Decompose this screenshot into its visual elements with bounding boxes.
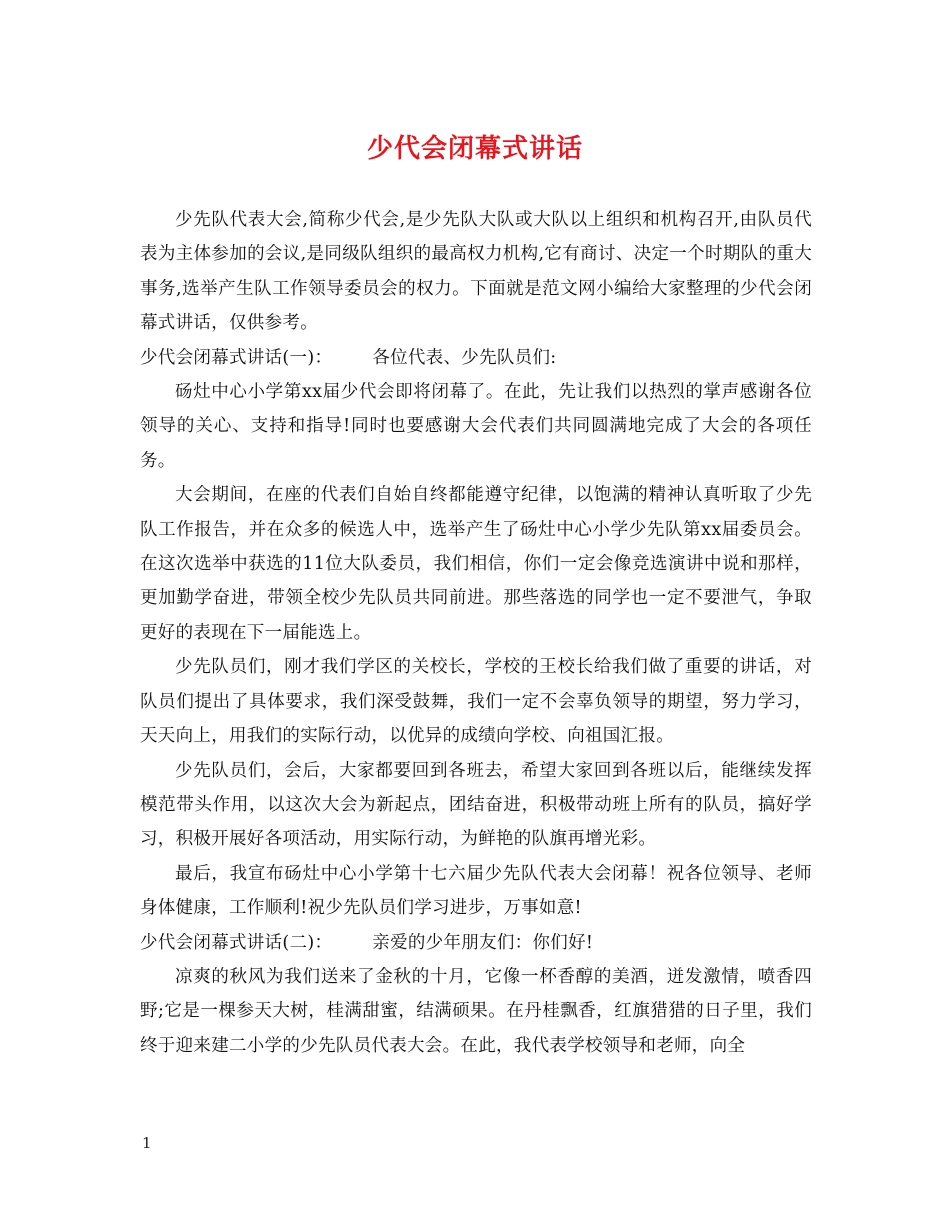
section-2-salutation: 亲爱的少年朋友们：你们好! xyxy=(372,932,594,953)
intro-paragraph: 少先队代表大会,简称少代会,是少先队大队或大队以上组织和机构召开,由队员代表为主体参加的会议,是同级队组织的最高权力机构,它有商讨、决定一个时期队的重大事务,选举产生队工作领导委员会的权力。下面就是范文网小编给大家整理的少代会闭幕式讲话，仅供参考。 xyxy=(140,210,812,334)
section-1-heading-line xyxy=(140,341,812,375)
section-1-paragraph: 少先队员们，会后，大家都要回到各班去，希望大家回到各班以后，能继续发挥模范带头作用，以这次大会为新起点，团结奋进，积极带动班上所有的队员，搞好学习，积极开展好各项活动，用实际行动，为鲜艳的队旗再增光彩。 xyxy=(140,760,812,850)
section-2-heading: 少代会闭幕式讲话(二)： xyxy=(140,932,333,953)
section-2-heading-line xyxy=(140,926,812,960)
document-title: 少代会闭幕式讲话 xyxy=(366,134,583,164)
document-body xyxy=(140,203,812,1063)
section-1-paragraph: 少先队员们，刚才我们学区的关校长，学校的王校长给我们做了重要的讲话，对队员们提出了具体要求，我们深受鼓舞，我们一定不会辜负领导的期望，努力学习，天天向上，用我们的实际行动，以优异的成绩向学校、向祖国汇报。 xyxy=(140,657,812,747)
section-1-salutation: 各位代表、少先队员们: xyxy=(372,347,557,368)
section-1-paragraph: 砀灶中心小学第xx届少代会即将闭幕了。在此，先让我们以热烈的掌声感谢各位领导的关心、支持和指导!同时也要感谢大会代表们共同圆满地完成了大会的各项任务。 xyxy=(140,382,812,471)
section-1-heading: 少代会闭幕式讲话(一)： xyxy=(140,347,333,368)
section-2-paragraph: 凉爽的秋风为我们送来了金秋的十月，它像一杯香醇的美酒，迸发激情，喷香四野;它是一棵参天大树，桂满甜蜜，结满硕果。在丹桂飘香，红旗猎猎的日子里，我们终于迎来建二小学的少先队员代表大会。在此，我代表学校领导和老师，向全 xyxy=(140,966,812,1056)
page-number: 1 xyxy=(142,1134,152,1152)
section-1-paragraph: 大会期间，在座的代表们自始自终都能遵守纪律，以饱满的精神认真听取了少先队工作报告，并在众多的候选人中，选举产生了砀灶中心小学少先队第xx届委员会。在这次选举中获选的11位大队委员，我们相信，你们一定会像竞选演讲中说和那样，更加勤学奋进，带领全校少先队员共同前进。那些落选的同学也一定不要泄气，争取更好的表现在下一届能选上。 xyxy=(140,485,812,643)
section-1-paragraph: 最后，我宣布砀灶中心小学第十七六届少先队代表大会闭幕！祝各位领导、老师身体健康，工作顺利!祝少先队员们学习进步，万事如意! xyxy=(140,863,812,919)
